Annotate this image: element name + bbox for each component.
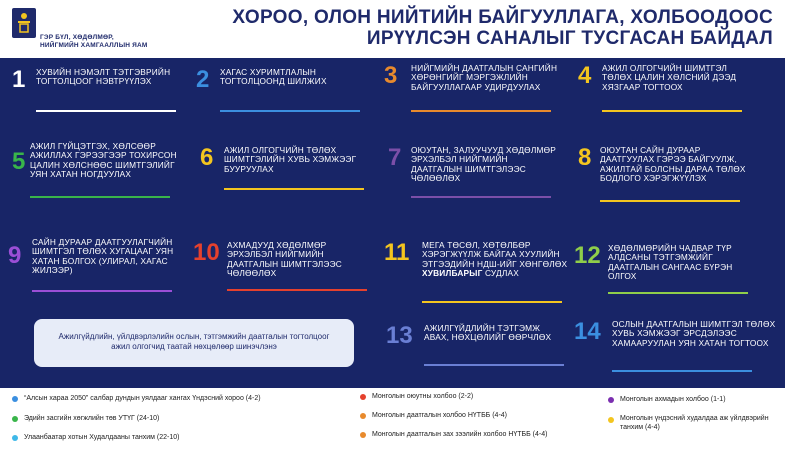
underline-7	[411, 196, 551, 198]
legend-item: Эдийн засгийн хөгжлийн төв УТҮГ (24-10)	[12, 415, 159, 422]
proposal-text-5: АЖИЛ ГҮЙЦЭТГЭХ, ХӨЛСӨӨР АЖИЛЛАХ ГЭРЭЭГЭЭР ТОХИРСОН ЦАЛИН ХӨЛСНӨӨС ШИМТГЭЛИЙГ УЯН ХАТАН НОГДУУЛАХ	[30, 141, 177, 180]
proposal-text-1: ХУВИЙН НЭМЭЛТ ТЭТГЭВРИЙН ТОГТОЛЦООГ НЭВТРҮҮЛЭХ	[36, 67, 171, 87]
underline-14	[612, 370, 752, 372]
page-title-line2: ИРҮҮЛСЭН САНАЛЫГ ТУСГАСАН БАЙДАЛ	[366, 28, 773, 49]
legend-item: Монголын даатгалын зах зээлийн холбоо НҮТББ (4-4)	[360, 431, 547, 438]
underline-8	[600, 200, 740, 202]
proposal-text-10: АХМАДУУД ХӨДӨЛМӨР ЭРХЭЛБЭЛ НИЙГМИЙН ДААТГАЛЫН ШИМТГЭЛЭЭС ЧӨЛӨӨЛӨХ	[227, 240, 342, 279]
proposal-number-6: 6	[200, 144, 214, 171]
underline-12	[608, 292, 748, 294]
proposal-text-6: АЖИЛ ОЛГОГЧИЙН ТӨЛӨХ ШИМТГЭЛИЙН ХУВЬ ХЭМЖЭЭГ БУУРУУЛАХ	[224, 145, 357, 174]
proposal-text-12: ХӨДӨЛМӨРИЙН ЧАДВАР ТҮР АЛДСАНЫ ТЭТГЭМЖИЙГ ДААТГАЛЫН САНГААС БҮРЭН ОЛГОХ	[608, 243, 733, 282]
proposal-text-2: ХАГАС ХУРИМТЛАЛЫН ТОГТОЛЦООНД ШИЛЖИХ	[220, 67, 327, 87]
ministry-logo-icon	[12, 8, 36, 38]
proposal-number-10: 10	[193, 239, 220, 266]
underline-3	[411, 110, 551, 112]
legend-item: Монголын оюутны холбоо (2-2)	[360, 393, 473, 400]
underline-5	[30, 196, 170, 198]
header	[0, 0, 785, 58]
underline-11	[422, 301, 562, 303]
proposal-text-11: МЕГА ТӨСӨЛ, ХӨТӨЛБӨР ХЭРЭГЖҮҮЛЖ БАЙГАА ХУУЛИЙН ЭТГЭЭДИЙН НДШ-ИЙГ ХӨНГӨЛӨХ ХУВИЛБАРЫГ СУДЛАХ	[422, 240, 568, 279]
reform-note: Ажилгүйдлийн, үйлдвэрлэлийн ослын, тэтгэмжийн даатгалын тогтолцоог ажил олгогчид таатай нөхцөлөөр шинэчлэнэ	[34, 319, 354, 367]
legend-dot-icon	[608, 417, 614, 423]
proposal-text-4: АЖИЛ ОЛГОГЧИЙН ШИМТГЭЛ ТӨЛӨХ ЦАЛИН ХӨЛСНИЙ ДЭЭД ХЯЗГААР ТОГТООХ	[602, 63, 737, 92]
page-title-line1: ХОРОО, ОЛОН НИЙТИЙН БАЙГУУЛЛАГА, ХОЛБООДООС	[232, 7, 773, 28]
proposals-panel	[0, 58, 785, 388]
underline-9	[32, 290, 172, 292]
underline-6	[224, 188, 364, 190]
proposal-number-2: 2	[196, 66, 210, 93]
legend	[0, 388, 785, 449]
proposal-number-11: 11	[384, 239, 410, 266]
legend-dot-icon	[608, 397, 614, 403]
proposal-text-8: ОЮУТАН САЙН ДУРААР ДААТГУУЛАХ ГЭРЭЭ БАЙГУУЛЖ, АЖИЛТАЙ БОЛСНЫ ДАРАА ТӨЛӨХ БОДЛОГО ХЭРЭГЖҮҮЛЭХ	[600, 145, 746, 184]
proposal-number-14: 14	[574, 318, 601, 345]
proposal-number-12: 12	[574, 242, 601, 269]
legend-item: Монголын даатгалын холбоо НҮТББ (4-4)	[360, 412, 507, 419]
proposal-number-5: 5	[12, 148, 26, 175]
legend-item: Монголын ахмадын холбоо (1-1)	[608, 396, 726, 403]
proposal-text-7: ОЮУТАН, ЗАЛУУЧУУД ХӨДӨЛМӨР ЭРХЭЛБЭЛ НИЙГМИЙН ДААТГАЛЫН ШИМТГЭЛЭЭС ЧӨЛӨӨЛӨХ	[411, 145, 556, 184]
underline-13	[424, 364, 564, 366]
legend-dot-icon	[360, 394, 366, 400]
proposal-text-3: НИЙГМИЙН ДААТГАЛЫН САНГИЙН ХӨРӨНГИЙГ МЭРГЭЖЛИЙН БАЙГУУЛЛАГААР УДИРДУУЛАХ	[411, 63, 558, 92]
proposal-text-14: ОСЛЫН ДААТГАЛЫН ШИМТГЭЛ ТӨЛӨХ ХУВЬ ХЭМЖЭЭГ ЭРСДЭЛЭЭС ХАМААРУУЛАН УЯН ХАТАН ТОГТООХ	[612, 319, 776, 348]
legend-dot-icon	[360, 413, 366, 419]
underline-2	[220, 110, 360, 112]
proposal-text-13: АЖИЛГҮЙДЛИЙН ТЭТГЭМЖ АВАХ, НӨХЦӨЛИЙГ ӨӨРЧЛӨХ	[424, 323, 552, 343]
proposal-number-8: 8	[578, 144, 592, 171]
underline-10	[227, 289, 367, 291]
proposal-number-3: 3	[384, 62, 398, 89]
legend-item: Улаанбаатар хотын Худалдааны танхим (22-10)	[12, 434, 179, 441]
proposal-number-7: 7	[388, 144, 402, 171]
legend-item: Монголын үндэсний худалдаа аж үйлдвэрийн танхим (4-4)	[608, 415, 778, 433]
legend-dot-icon	[360, 432, 366, 438]
proposal-text-9: САЙН ДУРААР ДААТГУУЛАГЧИЙН ШИМТГЭЛ ТӨЛӨХ ХУГАЦААГ УЯН ХАТАН БОЛГОХ (УЛИРАЛ, ХАГАС ЖИЛЭЭР)	[32, 237, 174, 276]
proposal-number-9: 9	[8, 242, 22, 269]
underline-4	[602, 110, 742, 112]
underline-1	[36, 110, 176, 112]
legend-item: “Алсын хараа 2050” салбар дундын уялдааг хангах Үндэсний хороо (4-2)	[12, 395, 261, 402]
ministry-name-line1: ГЭР БҮЛ, ХӨДӨЛМӨР,	[40, 34, 114, 41]
ministry-name-line2: НИЙГМИЙН ХАМГААЛЛЫН ЯАМ	[40, 42, 148, 49]
legend-dot-icon	[12, 416, 18, 422]
proposal-number-13: 13	[386, 322, 413, 349]
proposal-number-4: 4	[578, 62, 592, 89]
legend-dot-icon	[12, 396, 18, 402]
proposal-number-1: 1	[12, 66, 26, 93]
legend-dot-icon	[12, 435, 18, 441]
